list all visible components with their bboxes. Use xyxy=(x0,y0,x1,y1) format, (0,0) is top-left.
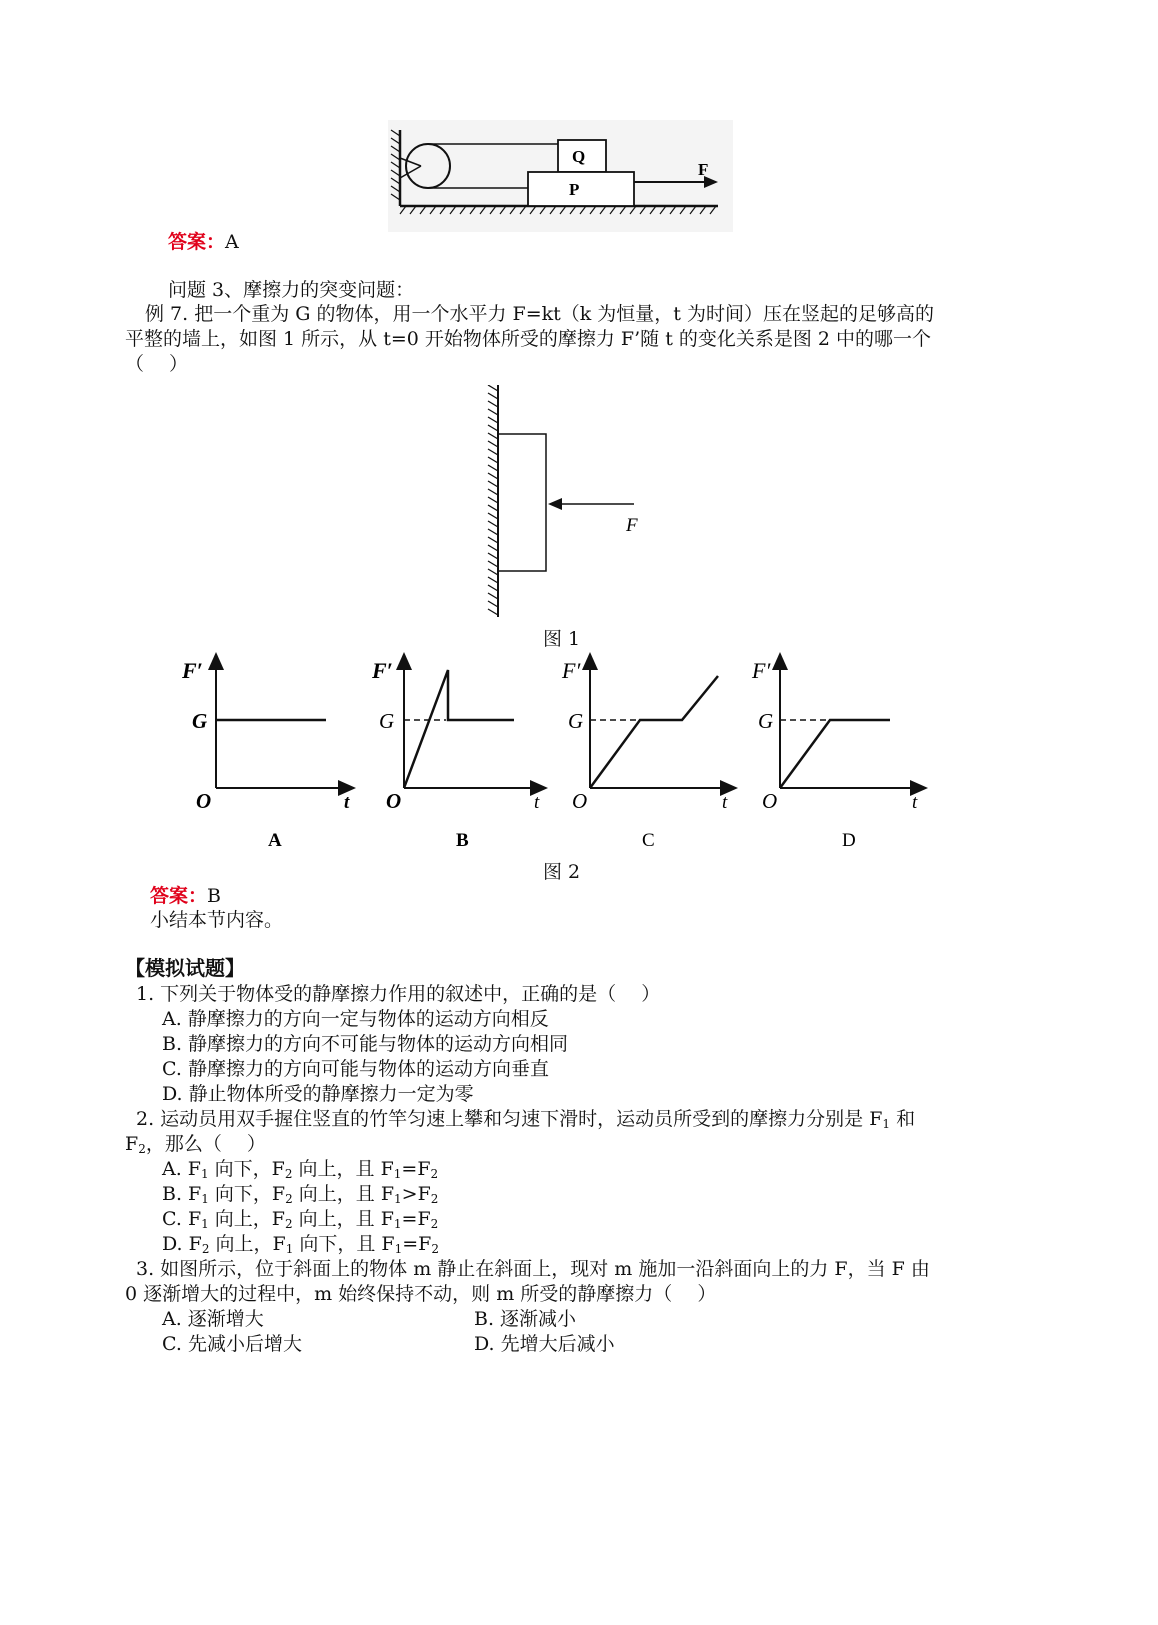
q2-stem-text: 和 xyxy=(890,1108,916,1130)
answer-label: 答案： xyxy=(150,885,208,907)
graph-c xyxy=(561,658,730,851)
subscript: 2 xyxy=(284,1167,293,1181)
figure-2-graphs xyxy=(178,648,938,858)
q2-option-a xyxy=(162,1157,438,1181)
subscript: 2 xyxy=(431,1242,439,1256)
q2-stem-text: F xyxy=(125,1133,139,1155)
option-text: 向上，且 F xyxy=(292,1183,395,1205)
q2-option-c xyxy=(162,1207,438,1231)
answer-2 xyxy=(150,884,221,908)
example-7-line-3: （ ） xyxy=(125,353,189,375)
q1-option-b: B. 静摩擦力的方向不可能与物体的运动方向相同 xyxy=(162,1033,569,1055)
graph-c-g-label: G xyxy=(568,709,584,733)
graph-b-g-label: G xyxy=(379,709,395,733)
example-7-line-2: 平整的墙上，如图 1 所示，从 t=0 开始物体所受的摩擦力 F’随 t 的变化关系是图 2 中的哪一个 xyxy=(125,328,932,350)
option-text: =F xyxy=(402,1233,432,1255)
subscript: 2 xyxy=(285,1192,293,1206)
example-7-line-1: 例 7. 把一个重为 G 的物体，用一个水平力 F=kt（k 为恒量，t 为时间）压在竖起的足够高的 xyxy=(145,303,934,325)
q3-option-c: C. 先减小后增大 xyxy=(162,1333,302,1355)
subscript: 1 xyxy=(200,1167,209,1181)
pressed-block xyxy=(498,434,546,571)
q2-stem-line-1 xyxy=(136,1107,915,1131)
subscript: 1 xyxy=(201,1192,209,1206)
graph-a-t-label: t xyxy=(344,792,350,813)
graph-d-y-label: F′ xyxy=(752,658,771,683)
graph-d-t-label: t xyxy=(912,792,918,813)
subscript: 1 xyxy=(201,1217,209,1231)
answer-value: A xyxy=(225,231,239,253)
graph-a-panel-label: A xyxy=(268,830,282,851)
option-text: 向上，F xyxy=(209,1233,286,1255)
answer-value: B xyxy=(207,885,221,907)
graph-b-y-label: F′ xyxy=(372,658,393,683)
graph-a-y-label: F′ xyxy=(182,658,203,683)
option-text: C. F xyxy=(162,1208,202,1230)
subscript: 1 xyxy=(394,1242,403,1256)
option-text: >F xyxy=(401,1183,431,1205)
option-text: A. F xyxy=(162,1158,201,1180)
subscript: 2 xyxy=(138,1142,146,1156)
subscript: 1 xyxy=(394,1192,402,1206)
q3-option-a: A. 逐渐增大 xyxy=(162,1308,264,1330)
option-text: 向上，F xyxy=(208,1208,285,1230)
graph-b-panel-label: B xyxy=(456,830,469,851)
graph-a-origin-label: O xyxy=(196,789,212,813)
figure-1-wall-block xyxy=(478,385,648,620)
block-p xyxy=(528,172,634,206)
section-title: 【模拟试题】 xyxy=(125,956,245,980)
graph-d-panel-label: D xyxy=(842,830,856,851)
q3-stem-line-1: 3. 如图所示，位于斜面上的物体 m 静止在斜面上，现对 m 施加一沿斜面向上的力 F，当 F 由 xyxy=(136,1258,930,1280)
option-text: B. F xyxy=(162,1183,202,1205)
q2-option-d xyxy=(162,1232,439,1256)
answer-1 xyxy=(168,230,239,254)
q2-stem-line-2 xyxy=(125,1132,266,1156)
figure-1-caption: 图 1 xyxy=(543,628,581,650)
subscript: 1 xyxy=(393,1217,402,1231)
q2-option-b xyxy=(162,1182,438,1206)
q3-stem-line-2: 0 逐渐增大的过程中，m 始终保持不动，则 m 所受的静摩擦力（ ） xyxy=(125,1283,717,1305)
graph-b-origin-label: O xyxy=(386,789,402,813)
q3-option-b: B. 逐渐减小 xyxy=(474,1308,577,1330)
graph-d xyxy=(751,658,920,851)
option-text: 向下，F xyxy=(208,1183,286,1205)
q2-stem-text: ，那么（ ） xyxy=(145,1133,266,1155)
q3-option-d: D. 先增大后减小 xyxy=(474,1333,615,1355)
option-text: D. F xyxy=(162,1233,202,1255)
subscript: 2 xyxy=(201,1242,210,1256)
q1-option-c: C. 静摩擦力的方向可能与物体的运动方向垂直 xyxy=(162,1058,549,1080)
block-p-label: P xyxy=(569,180,580,199)
subscript: 2 xyxy=(430,1192,439,1206)
graph-c-y-label: F′ xyxy=(562,658,581,683)
figure-2-caption: 图 2 xyxy=(543,861,581,883)
q1-option-a: A. 静摩擦力的方向一定与物体的运动方向相反 xyxy=(162,1008,549,1030)
answer-label: 答案： xyxy=(168,231,226,253)
subscript: 1 xyxy=(285,1242,294,1256)
block-q-label: Q xyxy=(572,147,586,166)
graph-c-panel-label: C xyxy=(642,830,655,851)
option-text: 向上，且 F xyxy=(292,1208,394,1230)
summary-text: 小结本节内容。 xyxy=(150,909,284,931)
subscript: 2 xyxy=(285,1217,293,1231)
graph-a-g-label: G xyxy=(192,709,208,733)
option-text: 向下，且 F xyxy=(293,1233,395,1255)
graph-c-t-label: t xyxy=(722,792,728,813)
subscript: 2 xyxy=(430,1167,439,1181)
graph-d-g-label: G xyxy=(758,709,774,733)
subscript: 1 xyxy=(882,1117,891,1131)
q1-stem: 1. 下列关于物体受的静摩擦力作用的叙述中，正确的是（ ） xyxy=(136,983,661,1005)
graph-c-origin-label: O xyxy=(572,789,588,813)
graph-b-t-label: t xyxy=(534,792,540,813)
graph-c-curve xyxy=(590,676,718,788)
option-text: 向上，且 F xyxy=(292,1158,394,1180)
q2-stem-text: 2. 运动员用双手握住竖直的竹竿匀速上攀和匀速下滑时，运动员所受到的摩擦力分别是 F xyxy=(136,1108,883,1130)
option-text: =F xyxy=(401,1208,431,1230)
subscript: 2 xyxy=(430,1217,439,1231)
graph-d-curve xyxy=(780,720,890,788)
problem-3-title: 问题 3、摩擦力的突变问题： xyxy=(168,279,415,301)
pulley-block-figure xyxy=(388,120,733,232)
option-text: =F xyxy=(401,1158,431,1180)
q1-option-d: D. 静止物体所受的静摩擦力一定为零 xyxy=(162,1083,474,1105)
force-f-label: F xyxy=(698,160,709,179)
option-text: 向下，F xyxy=(208,1158,285,1180)
graph-b-curve xyxy=(404,670,514,788)
graph-a xyxy=(181,658,350,851)
subscript: 1 xyxy=(393,1167,402,1181)
graph-b xyxy=(371,658,540,851)
graph-d-origin-label: O xyxy=(762,789,778,813)
force-f-label: F xyxy=(626,515,638,536)
